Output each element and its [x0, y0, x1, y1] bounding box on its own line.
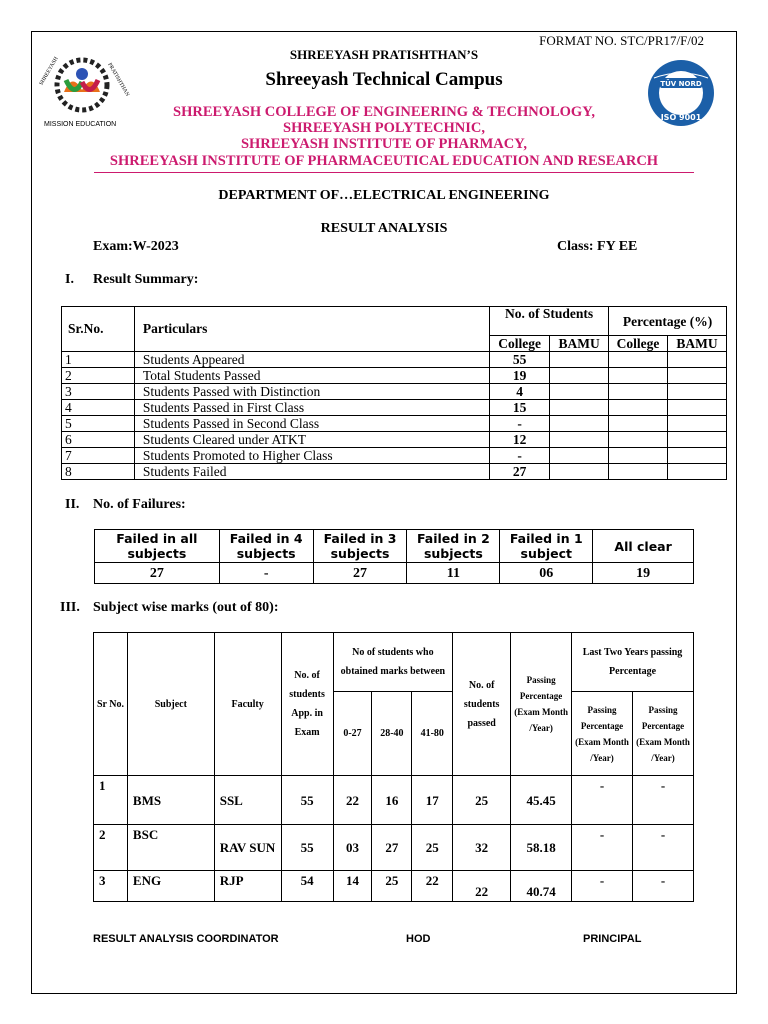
failures-table — [94, 529, 694, 584]
signature-principal: PRINCIPAL — [583, 933, 642, 945]
table-row: 6 Students Cleared under ATKT 12 — [62, 432, 727, 448]
failures-header: Failed in 3 subjects — [313, 530, 407, 563]
section-number: III. — [60, 600, 80, 615]
trust-name: SHREEYASH PRATISHTHAN’S — [289, 47, 479, 62]
result-summary-table — [61, 306, 727, 480]
header-faculty: Faculty — [214, 633, 281, 776]
section-number: I. — [65, 272, 74, 287]
institution-line: SHREEYASH POLYTECHNIC, — [283, 120, 485, 136]
header-prev-2: Passing Percentage (Exam Month /Year) — [632, 692, 693, 776]
signature-hod: HOD — [406, 933, 431, 945]
section-failures — [65, 497, 186, 513]
failures-value: 06 — [500, 563, 593, 584]
failures-value: 11 — [407, 563, 500, 584]
header-percentage: Percentage (%) — [609, 307, 727, 336]
header-college: College — [490, 336, 550, 352]
format-number: FORMAT NO. STC/PR17/F/02 — [539, 33, 704, 48]
table-row: 1 Students Appeared 55 — [62, 352, 727, 368]
seal-bottom-text: ISO 9001 — [660, 113, 702, 122]
failures-value: 19 — [593, 563, 694, 584]
header-particulars: Particulars — [134, 307, 489, 352]
table-row: 8 Students Failed 27 — [62, 464, 727, 480]
svg-text:SHREEYASH: SHREEYASH — [38, 55, 60, 87]
section-number: II. — [65, 497, 80, 512]
header-prev-1: Passing Percentage (Exam Month /Year) — [572, 692, 633, 776]
campus-name: Shreeyash Technical Campus — [265, 69, 503, 90]
failures-header: Failed in 2 subjects — [407, 530, 500, 563]
table-row: 3 ENG RJP 54 14 25 22 22 40.74 - - — [94, 871, 694, 902]
header-srno: Sr.No. — [62, 307, 135, 352]
exam-label: Exam:W-2023 — [93, 239, 179, 254]
header-last-two: Last Two Years passing Percentage — [572, 633, 694, 692]
table-row: 7 Students Promoted to Higher Class - — [62, 448, 727, 464]
header-college-pct: College — [609, 336, 668, 352]
failures-header: All clear — [593, 530, 694, 563]
header-subject: Subject — [127, 633, 214, 776]
table-row: 2 Total Students Passed 19 — [62, 368, 727, 384]
header-bamu-pct: BAMU — [668, 336, 727, 352]
section-subject-marks — [60, 600, 278, 616]
failures-header: Failed in all subjects — [95, 530, 220, 563]
header-range-2: 28-40 — [372, 692, 412, 776]
header-bamu: BAMU — [550, 336, 609, 352]
section-title: No. of Failures: — [93, 497, 186, 512]
svg-text:PRATISHTHAN: PRATISHTHAN — [106, 62, 130, 98]
department-title: DEPARTMENT OF…ELECTRICAL ENGINEERING — [218, 188, 550, 203]
report-title: RESULT ANALYSIS — [320, 221, 448, 236]
class-label: Class: FY EE — [557, 239, 638, 254]
failures-header: Failed in 1 subject — [500, 530, 593, 563]
header-appeared: No. of students App. in Exam — [281, 633, 333, 776]
institution-line: SHREEYASH COLLEGE OF ENGINEERING & TECHNOLOGY, — [173, 104, 595, 120]
section-result-summary — [65, 272, 198, 288]
header-passed: No. of students passed — [453, 633, 511, 776]
table-row: 2 BSC RAV SUN 55 03 27 25 32 58.18 - - — [94, 825, 694, 871]
institution-line: SHREEYASH INSTITUTE OF PHARMACY, — [240, 136, 528, 152]
table-row: 5 Students Passed in Second Class - — [62, 416, 727, 432]
header-pass-pct: Passing Percentage (Exam Month /Year) — [511, 633, 572, 776]
header-divider — [94, 172, 694, 173]
table-row: 4 Students Passed in First Class 15 — [62, 400, 727, 416]
seal-top-text: TÜV NORD — [660, 80, 702, 88]
failures-header: Failed in 4 subjects — [219, 530, 313, 563]
table-row: 3 Students Passed with Distinction 4 — [62, 384, 727, 400]
header-sr: Sr No. — [94, 633, 128, 776]
failures-value: - — [219, 563, 313, 584]
subject-marks-table — [93, 632, 694, 902]
failures-value: 27 — [95, 563, 220, 584]
header-range-3: 41-80 — [412, 692, 453, 776]
header-no-of-students: No. of Students — [490, 307, 609, 336]
institution-line: SHREEYASH INSTITUTE OF PHARMACEUTICAL EDUCATION AND RESEARCH — [109, 153, 659, 169]
signature-coordinator: RESULT ANALYSIS COORDINATOR — [93, 933, 279, 945]
section-title: Subject wise marks (out of 80): — [93, 600, 279, 615]
logo-caption: MISSION EDUCATION — [44, 121, 117, 128]
header-range-group: No of students who obtained marks between — [333, 633, 453, 692]
failures-value: 27 — [313, 563, 407, 584]
table-row: 1 BMS SSL 55 22 16 17 25 45.45 - - — [94, 776, 694, 825]
section-title: Result Summary: — [93, 272, 199, 287]
header-range-1: 0-27 — [333, 692, 372, 776]
